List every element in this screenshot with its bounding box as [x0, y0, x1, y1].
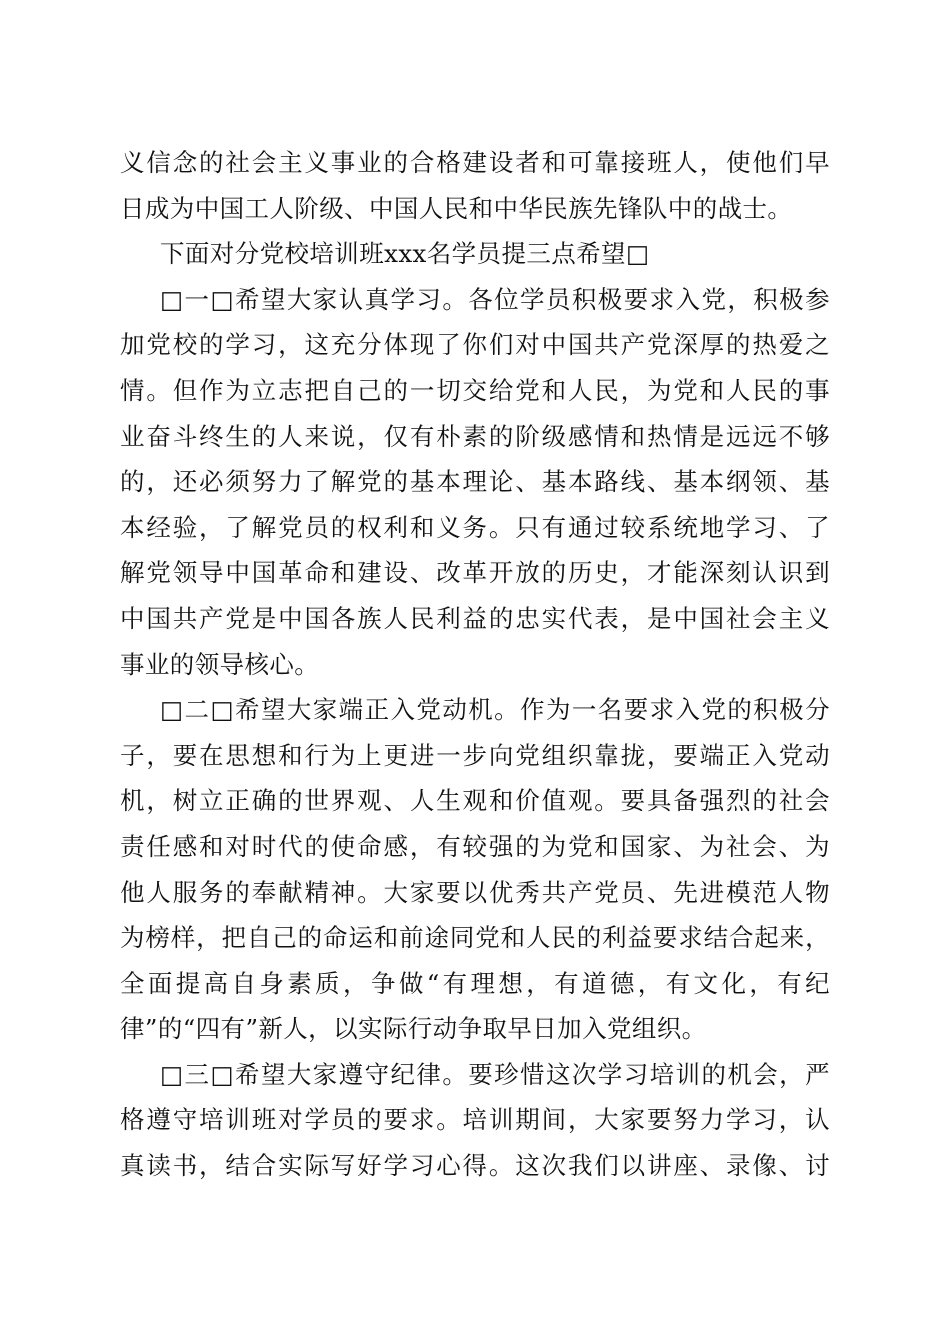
- text-line: 解党领导中国革命和建设、改革开放的历史，才能深刻认识到: [120, 558, 830, 588]
- text-line: 格遵守培训班对学员的要求。培训期间，大家要努力学习，认: [120, 1105, 830, 1135]
- text-line: 律”的“四有”新人，以实际行动争取早日加入党组织。: [120, 1014, 707, 1044]
- text-line: 为榜样，把自己的命运和前途同党和人民的利益要求结合起来，: [120, 923, 830, 953]
- text-line: 情。但作为立志把自己的一切交给党和人民，为党和人民的事: [120, 375, 830, 405]
- text-line: □一□希望大家认真学习。各位学员积极要求入党，积极参: [160, 284, 830, 314]
- text-line: 义信念的社会主义事业的合格建设者和可靠接班人，使他们早: [120, 148, 830, 177]
- text-line: 他人服务的奉献精神。大家要以优秀共产党员、先进模范人物: [120, 877, 830, 907]
- text-line: 下面对分党校培训班xxx名学员提三点希望□: [160, 239, 650, 269]
- text-line: 责任感和对时代的使命感，有较强的为党和国家、为社会、为: [120, 831, 830, 861]
- text-line: 的，还必须努力了解党的基本理论、基本路线、基本纲领、基: [120, 467, 830, 497]
- text-line: □三□希望大家遵守纪律。要珍惜这次学习培训的机会，严: [160, 1059, 830, 1089]
- text-line: 业奋斗终生的人来说，仅有朴素的阶级感情和热情是远远不够: [120, 421, 830, 451]
- text-line: 真读书，结合实际写好学习心得。这次我们以讲座、录像、讨: [120, 1151, 830, 1181]
- text-line: 加党校的学习，这充分体现了你们对中国共产党深厚的热爱之: [120, 330, 830, 360]
- text-line: 中国共产党是中国各族人民利益的忠实代表，是中国社会主义: [120, 603, 830, 633]
- document-body: [120, 140, 830, 1189]
- text-line: 日成为中国工人阶级、中国人民和中华民族先锋队中的战士。: [120, 193, 793, 223]
- text-line: 本经验，了解党员的权利和义务。只有通过较系统地学习、了: [120, 512, 830, 542]
- text-line: 子，要在思想和行为上更进一步向党组织靠拢，要端正入党动: [120, 740, 830, 770]
- text-line: 机，树立正确的世界观、人生观和价值观。要具备强烈的社会: [120, 786, 830, 816]
- text-line: □二□希望大家端正入党动机。作为一名要求入党的积极分: [160, 695, 830, 725]
- text-line: 全面提高自身素质，争做“有理想，有道德，有文化，有纪: [120, 968, 830, 998]
- text-line: 事业的领导核心。: [120, 649, 320, 679]
